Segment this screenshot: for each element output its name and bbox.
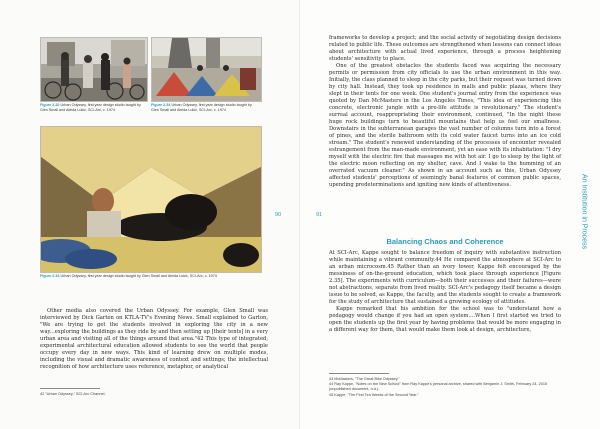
right-paragraph: Kappe remarked that his ambition for the school was to "understand how a pedagogy would change if you had an open system....When I first started we tried to open the students up the first year by having problems that would be more engaging in a different way for them, that would make them look at design, architecture, (329, 306, 561, 333)
figure-caption-2 (151, 103, 260, 113)
footnote: 43 McMasters, "The Great Bike Odyssey." (329, 377, 400, 381)
figure-label: Figure 2.32 (40, 103, 60, 107)
right-body-top (329, 35, 561, 189)
page-number-left: 90 (275, 212, 282, 218)
figure-label: Figure 2.34 (40, 274, 60, 278)
figure-caption-3 (40, 274, 270, 279)
footnote-rule (40, 388, 100, 389)
right-body-bottom (329, 250, 561, 334)
photo-urban-odyssey-street (40, 37, 148, 102)
footnote: 45 Kappe, "The First Ten Weeks of the Second Year." (329, 392, 419, 397)
footnote: 44 Ray Kappe, "Notes on the New School" from Ray Kappe's personal archive, shared with Benjamin J. Smith, February 24, 2015 (unpublished document, n.d.). (329, 382, 548, 392)
footnote-rule (329, 373, 389, 374)
tent-photo-image (41, 127, 261, 272)
plaza-photo-image (152, 38, 261, 101)
right-paragraph: One of the greatest obstacles the students faced was acquiring the necessary permits or permission from city officials to use the urban environment in this way. Initially, the class planned to sleep in the city parks, but their request was turned down by city hall. Instead, they took up residence in malls and public plazas, where they slept in their tents for one week. One student's journal entry from the experience was quoted by Dan McMasters in the Los Angeles Times, "This idea of experiencing this concrete, electronic jungle with a pre-life attitude is revolutionary." The student's surreal account, reappropriating their environment, continued, "In the night these huge rock buildings turn to beautiful mountains that help us feel our smallness. Downstairs in the subterranean garages the vast number of columns turn into a forest of pines, and the sterile bathroom with its cold water faucet turns into an ice cold stream." The student's renewed understanding of the processes of encounter revealed estrangement from the man-made environment, yet an ease with its inhabitation: "I dry myself with the electric fire that massages me with hot air. I go to sleep by the light of the electric moon reflecting on my shelter, cave. And I wake to the humming of an overrated vacuum cleaner." As shown in an account such as this, Urban Odyssey affected students' perceptions of seemingly banal features of common public spaces, upending predeterminations and igniting new kinds of attentiveness. (329, 63, 561, 188)
figure-caption-text: Urban Odyssey, first year design studio taught by Glen Small and Aleida Lukić, SCI-Arc, c. 1974 (60, 274, 217, 278)
section-heading: Balancing Chaos and Coherence (386, 237, 504, 246)
running-head (577, 100, 589, 330)
running-head-text: An Institution in Process (580, 173, 588, 250)
figure-caption-text: Urban Odyssey, first year design studio taught by Glen Small and Aleida Lukić, SCI-Arc, c. 1974 (151, 103, 252, 112)
right-paragraph: frameworks to develop a project; and the social activity of negotiating design decisions related to public life. These outcomes are strengthened when lessons can connect ideas about architecture with actual lived experience, through a process heightening students' sensitivity to place. (329, 35, 561, 62)
figure-caption-1 (40, 103, 146, 113)
figure-label: Figure 2.34 (151, 103, 171, 107)
right-footnotes (329, 377, 561, 398)
left-body-text (40, 308, 268, 371)
figure-caption-text: Urban Odyssey, first year design studio taught by Glen Small and Aleida Lukić, SCI-Arc, c. 1974 (40, 103, 141, 112)
left-paragraph: Other media also covered the Urban Odyssey. For example, Glen Small was interviewed by Dick Garton on KTLA-TV's Evening News. Small explained to Garton, "We are trying to get the students involved in exploring the city in a new way...exploring the buildings as they ride by and then setting up [their tents] in a very urban area and visiting all of the things around that area."42 This type of integrated, experimental architectural education allowed students to see the world that people occupy every day in new ways. This kind of learning drew on multiple modes, including the visual and dramatic awareness of context and settings; the intellectual recognition of how architecture uses reference, metaphor, or analytical (40, 308, 268, 370)
street-photo-image (41, 38, 147, 101)
photo-urban-odyssey-plaza (151, 37, 262, 102)
photo-urban-odyssey-tent (40, 126, 262, 273)
right-paragraph: At SCI-Arc, Kappe sought to balance freedom of inquiry with substantive instruction while maintaining a vibrant community.44 He compared the atmosphere at SCI-Arc to an urban microcosm.45 Rather than an ivory tower, Kappe felt encouraged by the messiness of on-the-ground education, which took place through experience [Figure 2.35]. The experiments with curriculum—both their successes and their failures—were not abstractions, separate from lived reality. SCI-Arc's pedagogy itself became a design issue to be solved, as Kappe, the faculty, and the students sought to create a framework for the study of architecture that sustained a growing ecology of attitudes. (329, 250, 561, 305)
page-number-right: 91 (316, 212, 323, 218)
left-footnote: 42 "Urban Odyssey," SCI-Arc Channel. (40, 392, 106, 396)
